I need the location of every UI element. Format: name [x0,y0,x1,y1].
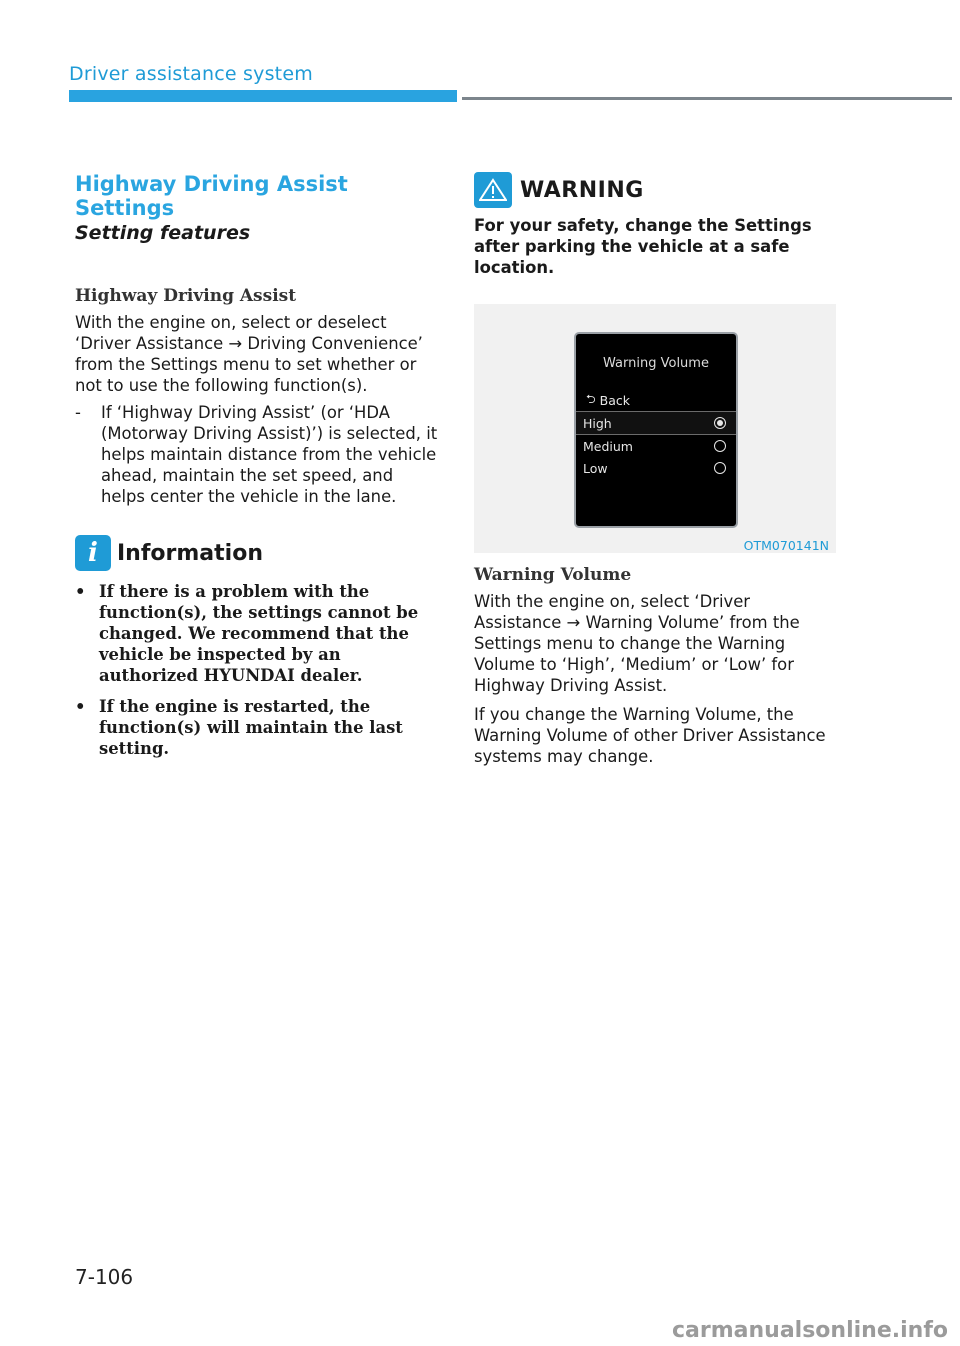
left-column [75,172,440,759]
info-i-icon: i [75,535,111,571]
list-item-text: If ‘Highway Driving Assist’ (or ‘HDA (Motorway Driving Assist)’) is selected, it helps maintain distance from the vehicle ahead, maintain the set speed, and helps center the vehicle in the lane. [101,403,438,506]
information-header [75,535,440,571]
paragraph: With the engine on, select ‘Driver Assistance → Warning Volume’ from the Settings menu to change the Warning Volume to ‘High’, ‘Medium’ or ‘Low’ for Highway Driving Assist. [474,592,800,695]
section-title: Highway Driving Assist Settings [75,172,348,220]
subheading-hda: Highway Driving Assist [75,286,297,306]
info-bullet-text: If the engine is restarted, the function(s) will maintain the last setting. [99,697,403,758]
radio-button-icon [714,440,726,452]
screen-title: Warning Volume [603,356,709,371]
info-bullet [75,696,440,759]
cluster-screen [574,332,738,528]
header-bar [69,90,457,102]
radio-button-icon [714,417,726,429]
warning-title: WARNING [520,177,644,203]
info-bullet-text: If there is a problem with the function(s), the settings cannot be changed. We recommend that the vehicle be inspected by an authorized HYUNDAI dealer. [99,582,419,685]
back-label: Back [599,393,630,408]
right-column [474,172,836,775]
back-arrow-icon: ⮌ [586,392,596,406]
watermark: carmanualsonline.info [672,1318,948,1343]
intro-paragraph: With the engine on, select or deselect ‘Driver Assistance → Driving Convenience’ from the Settings menu to set whether or not to use the following function(s). [75,313,423,395]
list-item [75,402,440,507]
warning-volume-figure [474,304,836,553]
warning-header [474,172,836,208]
dash-bullet: - [75,403,81,422]
section-subtitle: Setting features [75,222,251,244]
header-rule [462,97,952,100]
option-medium [576,435,736,457]
radio-button-icon [714,462,726,474]
page-number: 7-106 [75,1265,134,1289]
information-title: Information [117,540,263,566]
subheading-warning-volume: Warning Volume [474,565,632,585]
warning-text: For your safety, change the Settings after parking the vehicle at a safe location. [474,216,812,277]
bullet-dot: • [75,697,86,716]
option-high [576,411,736,435]
option-low [576,457,736,479]
info-bullet [75,581,440,686]
bullet-dot: • [75,582,86,601]
chapter-title: Driver assistance system [69,63,313,85]
option-label: Medium [583,438,633,454]
option-label: High [583,415,612,431]
option-label: Low [583,460,608,476]
back-item [586,390,630,411]
warning-triangle-icon [474,172,512,208]
paragraph: If you change the Warning Volume, the Warning Volume of other Driver Assistance systems may change. [474,705,826,766]
figure-code: OTM070141N [743,538,829,553]
